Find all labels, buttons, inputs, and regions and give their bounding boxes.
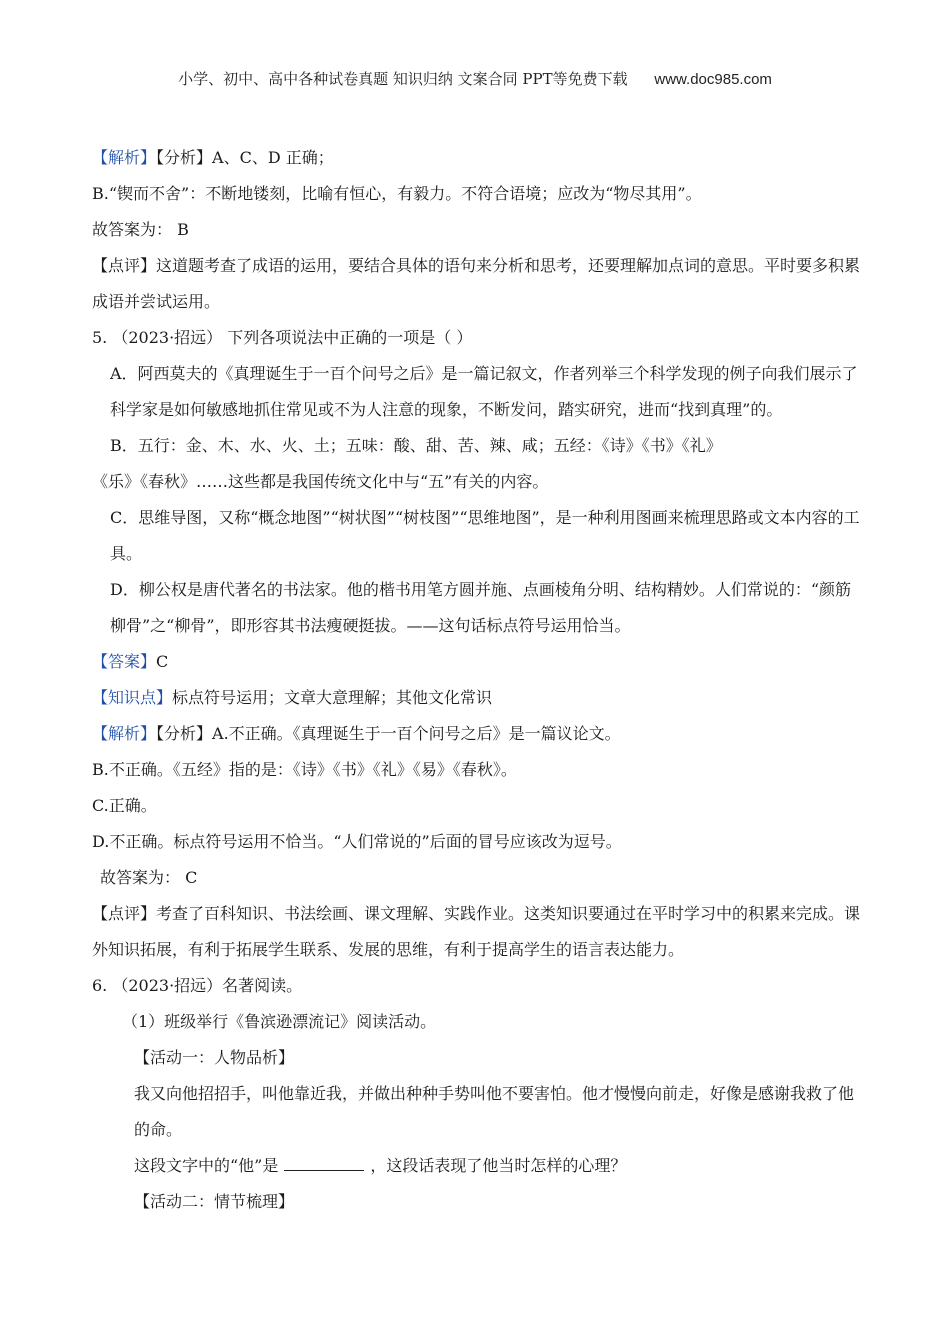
q5-option-c: C．思维导图，又称“概念地图”“树状图”“树枝图”“思维地图”，是一种利用图画来梳理思路或文本内容的工具。 <box>110 508 860 563</box>
q5-line-d: D.不正确。标点符号运用不恰当。“人们常说的”后面的冒号应该改为逗号。 <box>92 832 622 851</box>
q5-line-b: B.不正确。《五经》指的是：《诗》《书》《礼》《易》《春秋》。 <box>92 760 517 779</box>
comment-tag: 【点评】 <box>92 256 157 275</box>
comment-tag: 【点评】 <box>92 904 157 923</box>
q5-option-b-line1: B．五行：金、木、水、火、土；五味：酸、甜、苦、辣、咸；五经：《诗》《书》《礼》 <box>110 436 722 455</box>
header-text: 小学、初中、高中各种试卷真题 知识归纳 文案合同 PPT等免费下载 <box>178 70 628 88</box>
q6-quote: 我又向他招招手，叫他靠近我，并做出种种手势叫他不要害怕。他才慢慢向前走，好像是感谢我救了他的命。 <box>134 1084 855 1139</box>
q4-line-b: B.“锲而不舍”：不断地镂刻，比喻有恒心，有毅力。不符合语境；应改为“物尽其用”。 <box>92 184 702 203</box>
knowledge-text: 标点符号运用；文章大意理解；其他文化常识 <box>172 688 493 707</box>
analysis-tag: 【解析】 <box>92 724 157 743</box>
q5-option-d: D．柳公权是唐代著名的书法家。他的楷书用笔方圆并施、点画棱角分明、结构精妙。人们常说的：“颜筋柳骨”之“柳骨”，即形容其书法瘦硬挺拔。——这句话标点符号运用恰当。 <box>110 580 852 635</box>
q4-comment <box>92 248 862 320</box>
q4-answer-line: 故答案为： B <box>92 220 189 239</box>
answer-blank[interactable] <box>284 1156 364 1171</box>
q5-line-c: C.正确。 <box>92 796 157 815</box>
answer-tag: 【答案】 <box>92 652 157 671</box>
header-site[interactable]: www.doc985.com <box>654 71 772 88</box>
analysis-text: 【分析】A、C、D 正确； <box>156 148 334 167</box>
answer-value: C <box>156 652 169 671</box>
page-header <box>0 68 950 89</box>
comment-text: 这道题考查了成语的运用，要结合具体的语句来分析和思考，还要理解加点词的意思。平时要多积累成语并尝试运用。 <box>92 256 861 311</box>
q5-comment <box>92 896 862 968</box>
q5-stem: 5. （2023·招远） 下列各项说法中正确的一项是（ ） <box>92 328 473 347</box>
q5-analysis <box>92 716 862 752</box>
document-body <box>92 140 862 1220</box>
q5-knowledge <box>92 680 862 716</box>
q6-stem: 6. （2023·招远）名著阅读。 <box>92 976 303 995</box>
analysis-tag: 【解析】 <box>92 148 157 167</box>
q4-analysis <box>92 140 862 176</box>
q5-option-a: A．阿西莫夫的《真理诞生于一百个问号之后》是一篇记叙文，作者列举三个科学发现的例子向我们展示了科学家是如何敏感地抓住常见或不为人注意的现象，不断发问，踏实研究，进而“找到真理”的。 <box>110 364 858 419</box>
q5-option-b-line2: 《乐》《春秋》……这些都是我国传统文化中与“五”有关的内容。 <box>92 472 549 491</box>
question-pre: 这段文字中的“他”是 <box>134 1156 279 1175</box>
analysis-text: 【分析】A.不正确。《真理诞生于一百个问号之后》是一篇议论文。 <box>156 724 621 743</box>
comment-text: 考查了百科知识、书法绘画、课文理解、实践作业。这类知识要通过在平时学习中的积累来完成。课外知识拓展，有利于拓展学生联系、发展的思维，有利于提高学生的语言表达能力。 <box>92 904 861 959</box>
question-post: ，这段话表现了他当时怎样的心理？ <box>370 1156 627 1175</box>
q5-answer <box>92 644 862 680</box>
knowledge-tag: 【知识点】 <box>92 688 173 707</box>
q6-activity2: 【活动二：情节梳理】 <box>134 1192 295 1211</box>
q5-answer-line: 故答案为： C <box>100 868 198 887</box>
q6-sub1: （1）班级举行《鲁滨逊漂流记》阅读活动。 <box>122 1012 437 1031</box>
q6-activity1: 【活动一：人物品析】 <box>134 1048 295 1067</box>
q6-question <box>92 1148 862 1184</box>
